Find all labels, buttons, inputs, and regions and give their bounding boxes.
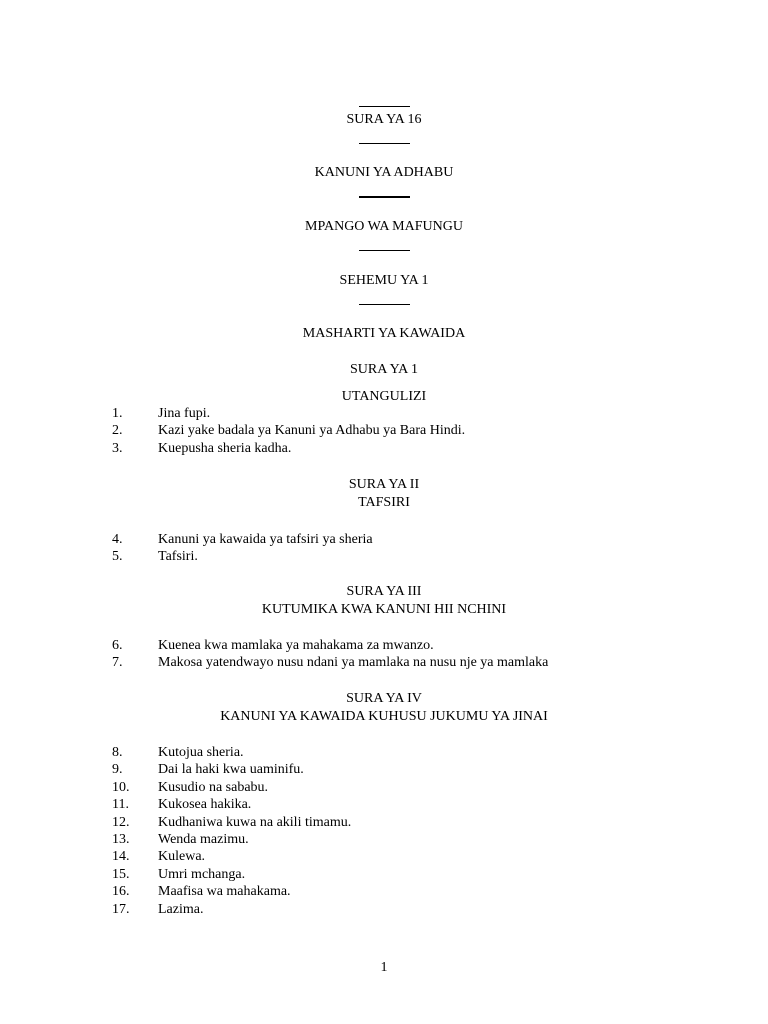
- page-number: 1: [380, 960, 388, 975]
- item-number: 13.: [112, 831, 130, 847]
- section-3-list: [0, 637, 768, 672]
- item-number: 15.: [112, 866, 130, 882]
- item-number: 4.: [112, 532, 123, 547]
- list-item: [0, 831, 768, 848]
- list-item: [0, 422, 768, 439]
- section-4-subheading: KANUNI YA KAWAIDA KUHUSU JUKUMU YA JINAI: [220, 709, 548, 724]
- item-text: Dai la haki kwa uaminifu.: [158, 762, 304, 778]
- list-item: [0, 883, 768, 900]
- item-number: 5.: [112, 549, 123, 565]
- item-number: 6.: [112, 638, 123, 653]
- item-text: Maafisa wa mahakama.: [158, 884, 291, 900]
- section-1-heading: SURA YA 1: [350, 362, 418, 377]
- part-title: MASHARTI YA KAWAIDA: [302, 326, 466, 341]
- rule-under-title: [359, 196, 410, 198]
- item-number: 12.: [112, 814, 130, 830]
- chapter-label: SURA YA 16: [346, 112, 422, 127]
- section-4-heading: SURA YA IV: [346, 691, 422, 706]
- item-number: 2.: [112, 423, 123, 439]
- section-2-list: [0, 531, 768, 566]
- section-1-list: [0, 405, 768, 457]
- item-text: Kuenea kwa mamlaka ya mahakama za mwanzo.: [158, 638, 434, 653]
- section-2-subheading: TAFSIRI: [358, 495, 410, 510]
- rule-under-part: [359, 304, 410, 305]
- rule-top: [359, 106, 410, 107]
- item-text: Kanuni ya kawaida ya tafsiri ya sheria: [158, 532, 373, 547]
- item-text: Kudhaniwa kuwa na akili timamu.: [158, 814, 352, 830]
- list-item: [0, 779, 768, 796]
- item-number: 9.: [112, 762, 123, 778]
- list-item: [0, 814, 768, 831]
- list-item: [0, 548, 768, 565]
- item-text: Jina fupi.: [158, 406, 211, 421]
- item-number: 3.: [112, 440, 123, 456]
- item-text: Kuepusha sheria kadha.: [158, 440, 292, 456]
- part-label: SEHEMU YA 1: [339, 273, 429, 288]
- list-item: [0, 440, 768, 457]
- item-text: Tafsiri.: [158, 549, 198, 565]
- rule-under-arrangement: [359, 250, 410, 251]
- list-item: [0, 531, 768, 548]
- item-number: 7.: [112, 655, 123, 671]
- item-number: 10.: [112, 779, 130, 795]
- item-text: Umri mchanga.: [158, 866, 246, 882]
- section-3-subheading: KUTUMIKA KWA KANUNI HII NCHINI: [261, 602, 507, 617]
- item-text: Lazima.: [158, 901, 204, 917]
- item-text: Kukosea hakika.: [158, 797, 252, 813]
- list-item: [0, 405, 768, 422]
- item-text: Kulewa.: [158, 849, 206, 865]
- item-text: Kazi yake badala ya Kanuni ya Adhabu ya Bara Hindi.: [158, 423, 466, 439]
- section-3-heading: SURA YA III: [346, 584, 422, 599]
- list-item: [0, 796, 768, 813]
- item-number: 8.: [112, 745, 123, 760]
- item-number: 1.: [112, 406, 123, 421]
- arrangement-heading: MPANGO WA MAFUNGU: [305, 219, 463, 234]
- item-number: 16.: [112, 884, 130, 900]
- list-item: [0, 901, 768, 918]
- item-number: 11.: [112, 797, 129, 813]
- item-text: Kutojua sheria.: [158, 745, 244, 760]
- document-title: KANUNI YA ADHABU: [314, 165, 454, 180]
- section-4-list: [0, 744, 768, 918]
- section-2-heading: SURA YA II: [348, 477, 420, 492]
- item-number: 17.: [112, 901, 130, 917]
- list-item: [0, 637, 768, 654]
- list-item: [0, 761, 768, 778]
- item-text: Makosa yatendwayo nusu ndani ya mamlaka na nusu nje ya mamlaka: [158, 655, 549, 671]
- item-text: Wenda mazimu.: [158, 831, 249, 847]
- list-item: [0, 654, 768, 671]
- section-1-subheading: UTANGULIZI: [341, 389, 427, 404]
- list-item: [0, 866, 768, 883]
- item-text: Kusudio na sababu.: [158, 779, 269, 795]
- item-number: 14.: [112, 849, 130, 865]
- list-item: [0, 744, 768, 761]
- list-item: [0, 848, 768, 865]
- rule-under-chapter: [359, 143, 410, 144]
